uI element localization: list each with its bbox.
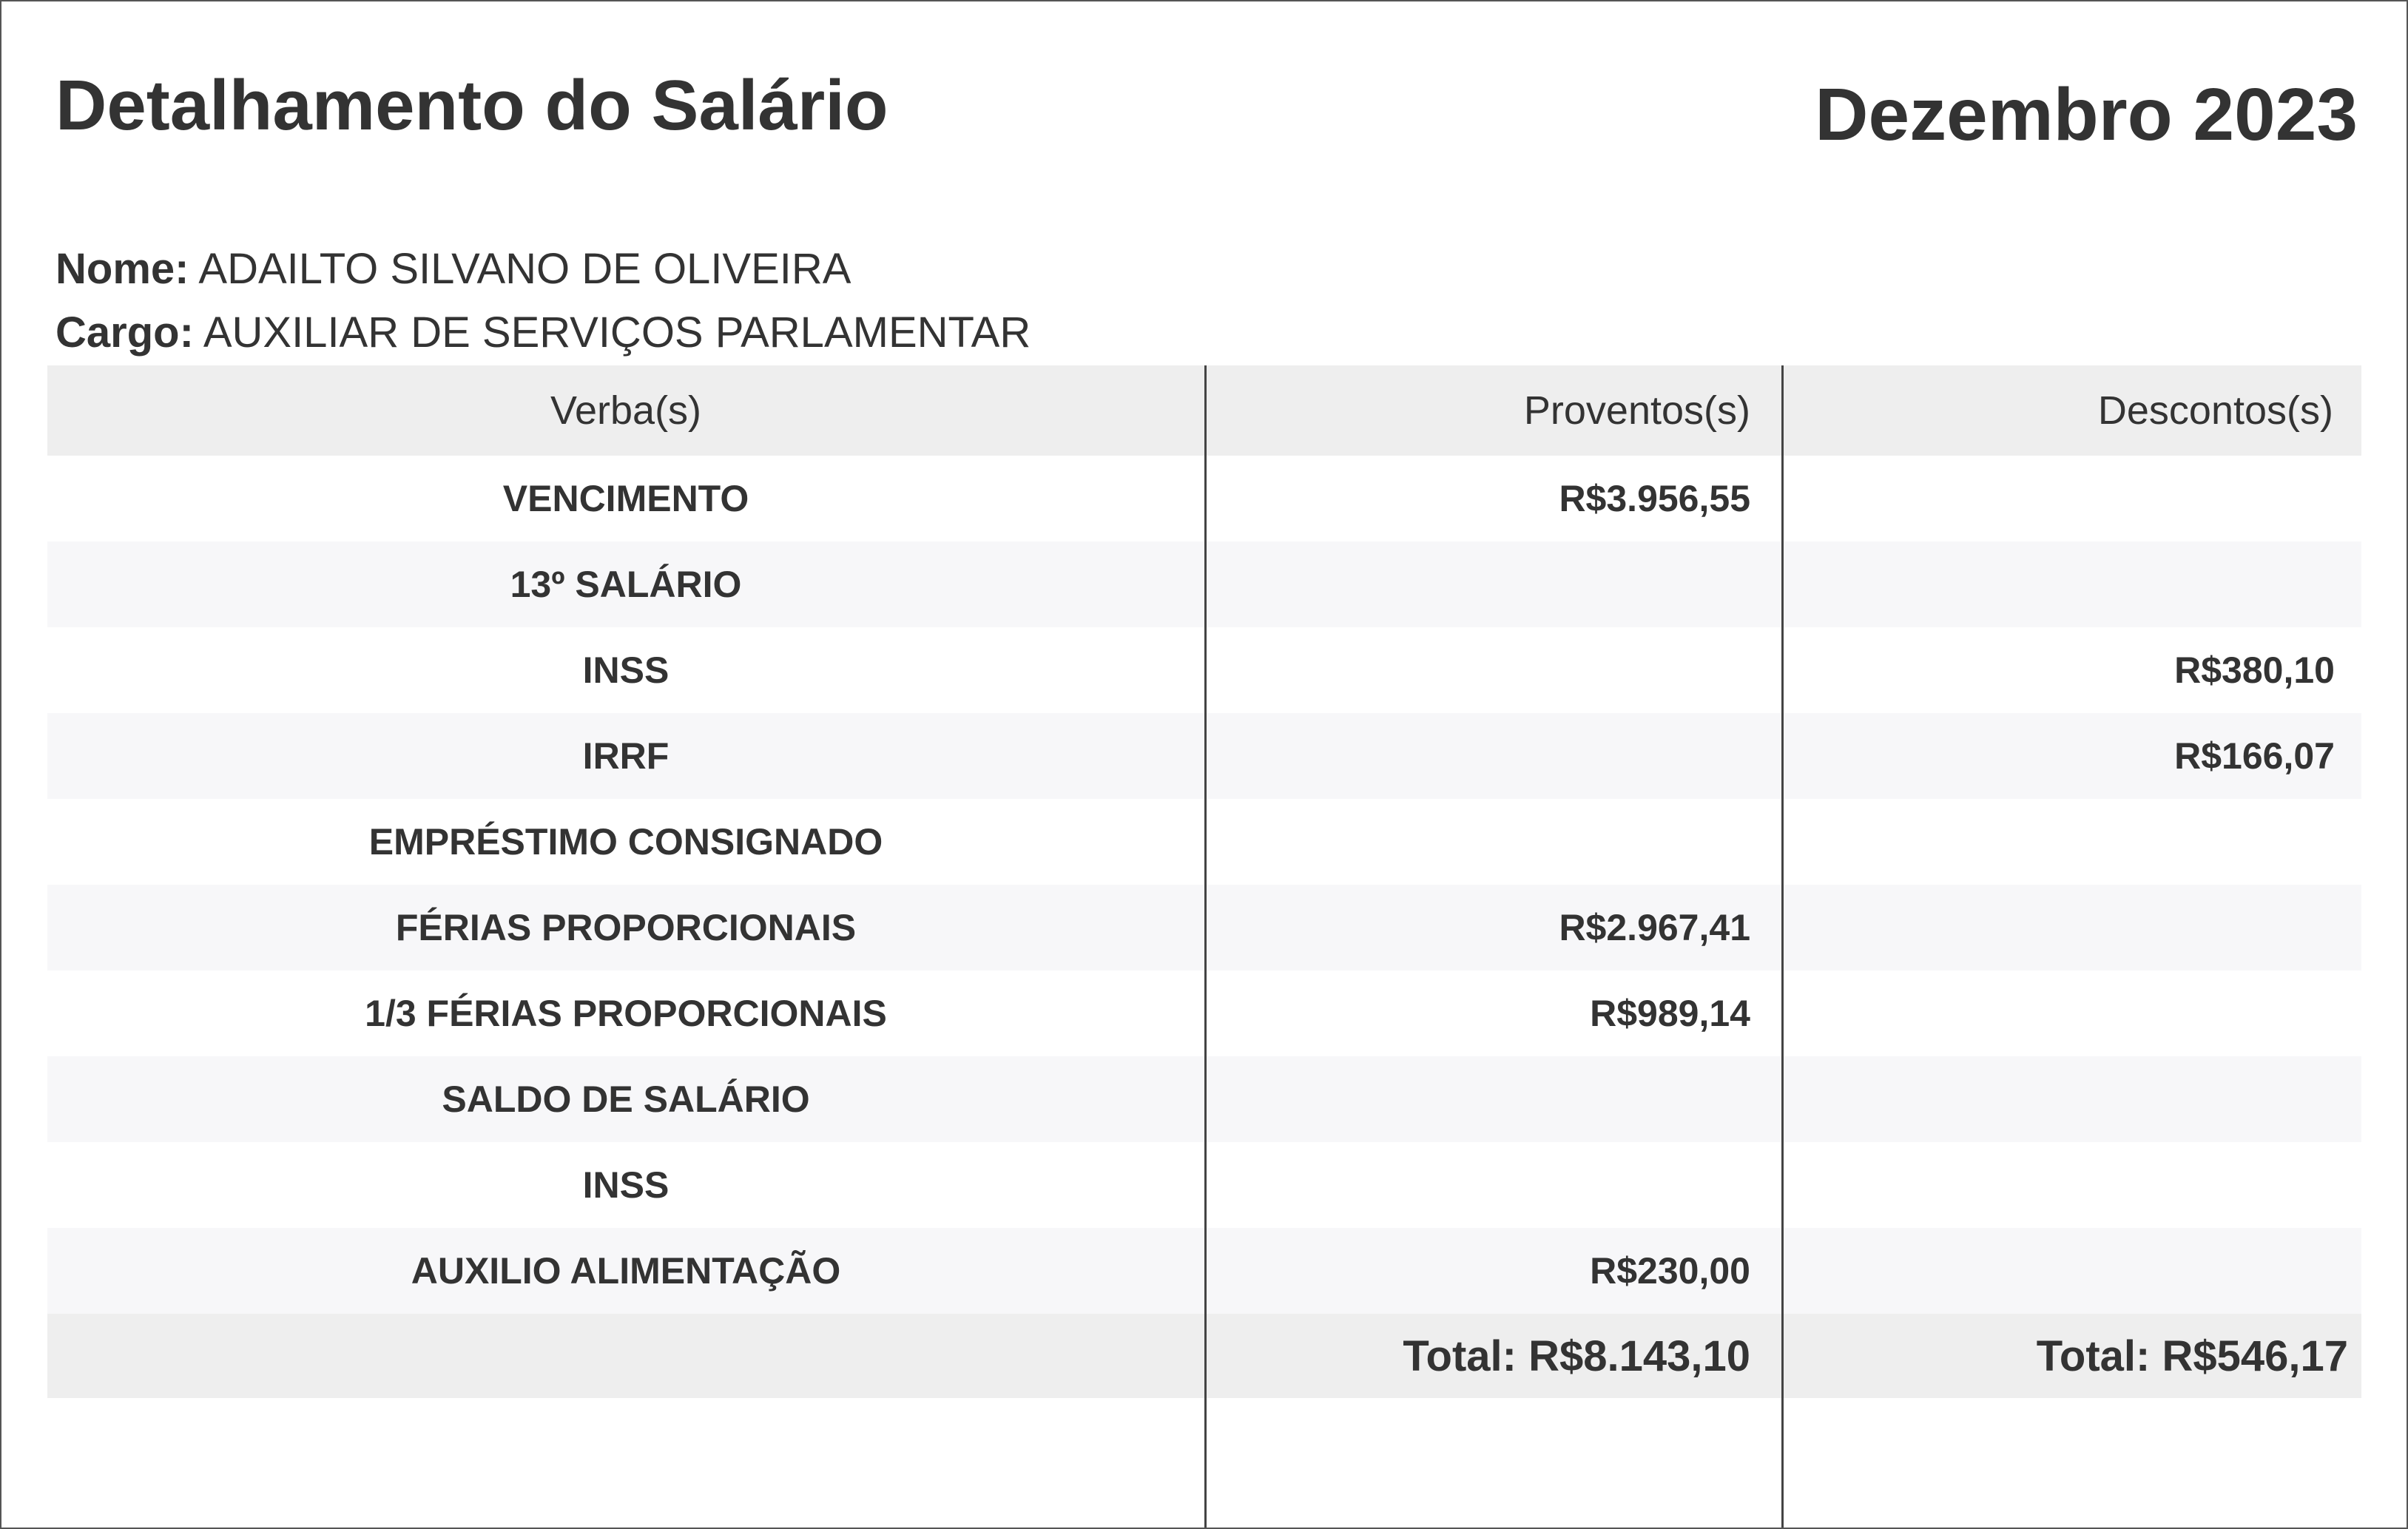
descontos-cell [1783, 1142, 2361, 1228]
column-divider [1204, 365, 1207, 1528]
verba-cell: INSS [582, 649, 670, 691]
employee-name-label: Nome: [55, 245, 189, 293]
column-divider [1781, 365, 1784, 1528]
descontos-cell [1783, 1228, 2361, 1314]
descontos-cell: R$380,10 [2174, 649, 2335, 691]
total-proventos: Total: R$8.143,10 [1403, 1331, 1750, 1380]
verba-cell: IRRF [582, 735, 670, 777]
proventos-cell: R$3.956,55 [1559, 478, 1750, 519]
proventos-cell: R$989,14 [1590, 993, 1750, 1034]
column-header-descontos: Descontos(s) [2097, 388, 2333, 433]
verba-cell: SALDO DE SALÁRIO [442, 1079, 810, 1120]
verba-cell: VENCIMENTO [502, 478, 749, 519]
descontos-cell [1783, 456, 2361, 541]
proventos-cell: R$230,00 [1590, 1250, 1750, 1292]
employee-name-line [55, 244, 851, 294]
proventos-cell: R$2.967,41 [1559, 907, 1750, 948]
descontos-cell [1783, 885, 2361, 971]
descontos-cell [1783, 971, 2361, 1056]
verba-cell: AUXILIO ALIMENTAÇÃO [411, 1250, 841, 1292]
proventos-cell [1204, 1056, 1783, 1142]
proventos-cell [1204, 799, 1783, 885]
total-descontos: Total: R$546,17 [2036, 1331, 2348, 1380]
verba-cell: 13º SALÁRIO [510, 564, 742, 605]
proventos-cell [1204, 541, 1783, 627]
column-header-proventos: Proventos(s) [1523, 388, 1750, 433]
employee-role-label: Cargo: [55, 308, 194, 357]
period-label: Dezembro 2023 [1815, 73, 2358, 156]
verba-cell: EMPRÉSTIMO CONSIGNADO [368, 821, 883, 863]
descontos-cell [1783, 541, 2361, 627]
verba-cell: 1/3 FÉRIAS PROPORCIONAIS [365, 993, 887, 1034]
descontos-cell [1783, 1056, 2361, 1142]
verba-cell: INSS [582, 1164, 670, 1206]
proventos-cell [1204, 1142, 1783, 1228]
verba-cell: FÉRIAS PROPORCIONAIS [395, 907, 857, 948]
employee-name-value: ADAILTO SILVANO DE OLIVEIRA [198, 245, 851, 293]
employee-role-line [55, 308, 1031, 357]
descontos-cell: R$166,07 [2174, 735, 2335, 777]
proventos-cell [1204, 713, 1783, 799]
totals-label-cell [47, 1314, 1204, 1398]
column-header-verba: Verba(s) [550, 388, 702, 433]
proventos-cell [1204, 627, 1783, 713]
employee-role-value: AUXILIAR DE SERVIÇOS PARLAMENTAR [203, 308, 1031, 357]
page-title: Detalhamento do Salário [55, 66, 888, 145]
descontos-cell [1783, 799, 2361, 885]
